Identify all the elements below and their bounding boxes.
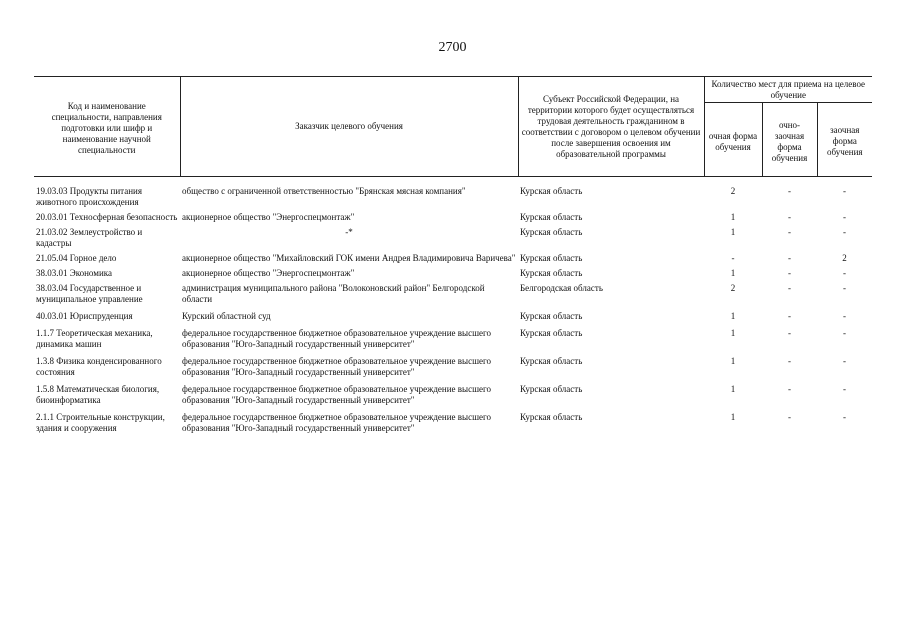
table-row [34,212,872,227]
row-region: Курская область [520,328,583,338]
table-row [34,253,872,268]
row-full-time: 1 [730,412,736,422]
row-customer: федеральное государственное бюджетное образовательное учреждение высшего образования "Юго-Западный государственный университет" [182,328,491,349]
row-correspondence: - [843,412,847,422]
header-seats-group: Количество мест для приема на целевое обучение [704,77,872,103]
row-correspondence: - [843,268,847,278]
row-full-time: 2 [730,283,736,293]
row-customer: акционерное общество "Михайловский ГОК имени Андрея Владимировича Варичева" [182,253,516,263]
row-part-time: - [788,212,791,222]
row-code: 38.03.01 Экономика [36,268,112,278]
row-customer: администрация муниципального района "Волоконовский район" Белгородской области [182,283,485,304]
row-correspondence: - [843,311,847,321]
row-customer: Курский областной суд [182,311,271,321]
row-correspondence: - [843,186,847,196]
row-full-time: 1 [730,356,736,366]
row-customer: общество с ограниченной ответственностью "Брянская мясная компания" [182,186,466,196]
row-full-time: 1 [730,328,736,338]
row-correspondence: - [843,328,847,338]
row-part-time: - [788,328,791,338]
row-code: 21.05.04 Горное дело [36,253,117,263]
row-region: Курская область [520,412,583,422]
table-row [34,328,872,356]
table-row [34,356,872,384]
row-code: 1.1.7 Теоретическая механика, динамика машин [36,328,153,349]
row-code: 19.03.03 Продукты питания животного происхождения [36,186,142,207]
table-row [34,283,872,311]
row-part-time: - [788,311,791,321]
row-full-time: 1 [730,212,736,222]
row-part-time: - [788,227,791,237]
row-full-time: - [731,253,735,263]
row-full-time: 1 [730,311,736,321]
table-body [34,177,872,441]
row-region: Курская область [520,186,583,196]
row-full-time: 1 [730,268,736,278]
row-region: Курская область [520,268,583,278]
row-full-time: 2 [730,186,736,196]
row-correspondence: - [843,356,847,366]
row-part-time: - [788,356,791,366]
table-row [34,227,872,253]
row-code: 1.3.8 Физика конденсированного состояния [36,356,162,377]
row-customer: -* [345,227,353,237]
row-region: Курская область [520,227,583,237]
row-region: Белгородская область [520,283,603,293]
header-part-time: очно-заочная форма обучения [762,103,817,177]
row-part-time: - [788,253,791,263]
row-correspondence: - [843,227,847,237]
target-admission-table [34,76,872,440]
row-code: 40.03.01 Юриспруденция [36,311,133,321]
row-correspondence: - [843,212,847,222]
row-part-time: - [788,268,791,278]
row-code: 21.03.02 Землеустройство и кадастры [36,227,143,248]
row-correspondence: - [843,384,847,394]
row-customer: федеральное государственное бюджетное образовательное учреждение высшего образования "Юго-Западный государственный университет" [182,356,491,377]
table-row [34,311,872,328]
row-part-time: - [788,384,791,394]
row-correspondence: - [843,283,847,293]
row-code: 2.1.1 Строительные конструкции, здания и сооружения [36,412,165,433]
row-region: Курская область [520,356,583,366]
header-full-time: очная форма обучения [704,103,762,177]
row-code: 1.5.8 Математическая биология, биоинформатика [36,384,160,405]
row-customer: акционерное общество "Энергоспецмонтаж" [182,212,355,222]
header-region: Субъект Российской Федерации, на территории которого будет осуществляться трудовая деятельность гражданином в соответствии с договором о целевом обучении после завершения освоения им образовательной программы [518,77,704,177]
table-row [34,412,872,440]
row-region: Курская область [520,384,583,394]
row-region: Курская область [520,311,583,321]
header-customer: Заказчик целевого обучения [180,77,518,177]
row-customer: федеральное государственное бюджетное образовательное учреждение высшего образования "Юго-Западный государственный университет" [182,412,491,433]
row-customer: федеральное государственное бюджетное образовательное учреждение высшего образования "Юго-Западный государственный университет" [182,384,491,405]
header-correspondence: заочная форма обучения [817,103,872,177]
row-region: Курская область [520,212,583,222]
row-code: 20.03.01 Техносферная безопасность [36,212,178,222]
row-part-time: - [788,412,791,422]
page-number: 2700 [438,40,467,55]
table-row [34,268,872,283]
row-part-time: - [788,186,791,196]
row-correspondence: 2 [842,253,847,263]
table-header [34,77,872,177]
row-full-time: 1 [730,227,736,237]
row-code: 38.03.04 Государственное и муниципальное управление [36,283,143,304]
table-row [34,186,872,212]
table-row [34,384,872,412]
row-part-time: - [788,283,791,293]
row-region: Курская область [520,253,583,263]
row-full-time: 1 [730,384,736,394]
header-code: Код и наименование специальности, направления подготовки или шифр и наименование научной специальности [34,77,180,177]
row-customer: акционерное общество "Энергоспецмонтаж" [182,268,355,278]
